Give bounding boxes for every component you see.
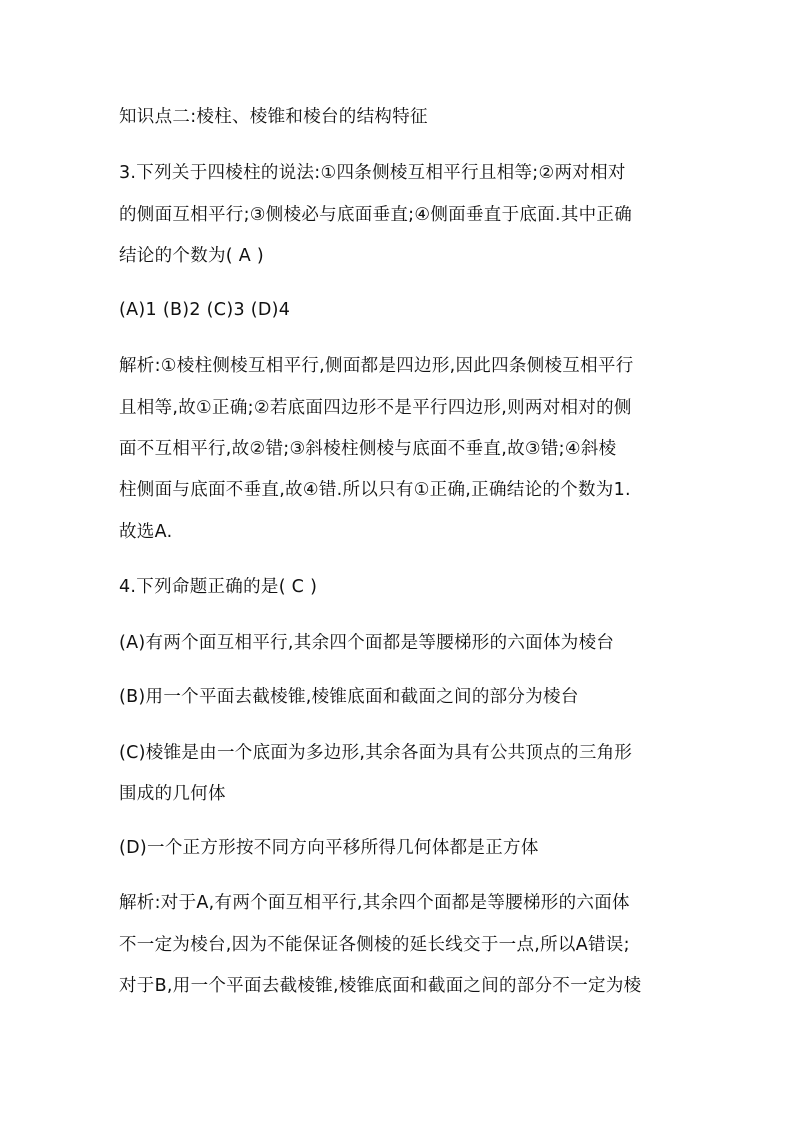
q4-option-c-line-1: (C)棱锥是由一个底面为多边形,其余各面为具有公共顶点的三角形: [119, 743, 633, 763]
q3-stem-line-1: 3.下列关于四棱柱的说法:①四条侧棱互相平行且相等;②两对相对: [119, 163, 626, 183]
q4-analysis-line-2: 不一定为棱台,因为不能保证各侧棱的延长线交于一点,所以A错误;: [119, 935, 630, 955]
q4-option-a: (A)有两个面互相平行,其余四个面都是等腰梯形的六面体为棱台: [119, 633, 615, 653]
q3-analysis-line-4: 柱侧面与底面不垂直,故④错.所以只有①正确,正确结论的个数为1.: [119, 480, 631, 500]
q3-analysis-line-2: 且相等,故①正确;②若底面四边形不是平行四边形,则两对相对的侧: [119, 398, 632, 418]
q4-option-c-line-2: 围成的几何体: [119, 784, 226, 804]
q3-stem-line-3: 结论的个数为( A ): [119, 246, 265, 266]
q3-stem-line-2: 的侧面互相平行;③侧棱必与底面垂直;④侧面垂直于底面.其中正确: [119, 205, 633, 225]
q3-options: (A)1 (B)2 (C)3 (D)4: [119, 300, 291, 320]
q4-option-b: (B)用一个平面去截棱锥,棱锥底面和截面之间的部分为棱台: [119, 687, 579, 707]
q4-analysis-line-3: 对于B,用一个平面去截棱锥,棱锥底面和截面之间的部分不一定为棱: [119, 976, 642, 996]
q4-option-d: (D)一个正方形按不同方向平移所得几何体都是正方体: [119, 838, 539, 858]
q3-analysis-line-3: 面不互相平行,故②错;③斜棱柱侧棱与底面不垂直,故③错;④斜棱: [119, 439, 617, 459]
q4-analysis-line-1: 解析:对于A,有两个面互相平行,其余四个面都是等腰梯形的六面体: [119, 893, 630, 913]
q4-stem: 4.下列命题正确的是( C ): [119, 577, 318, 597]
q3-analysis-line-5: 故选A.: [119, 522, 173, 542]
q3-analysis-line-1: 解析:①棱柱侧棱互相平行,侧面都是四边形,因此四条侧棱互相平行: [119, 356, 634, 376]
section-title: 知识点二:棱柱、棱锥和棱台的结构特征: [119, 107, 428, 127]
